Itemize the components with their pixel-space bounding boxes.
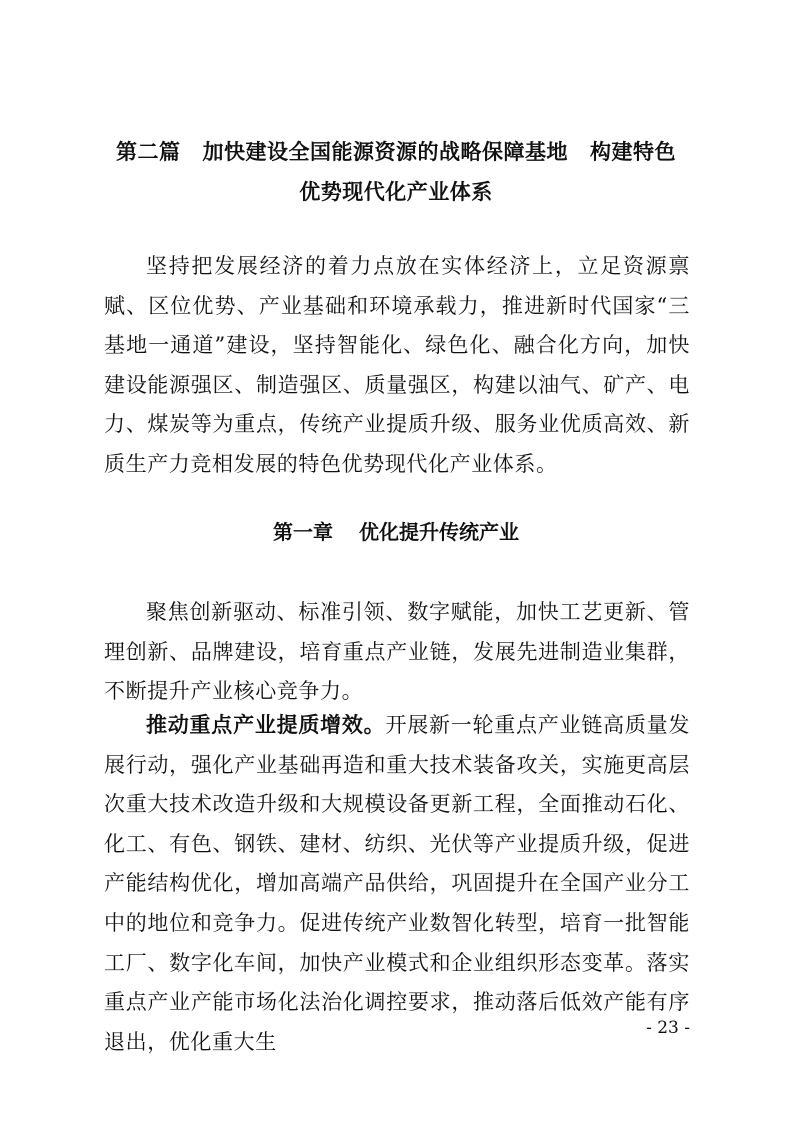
chapter-intro-paragraph: 聚焦创新驱动、标准引领、数字赋能，加快工艺更新、管理创新、品牌建设，培育重点产业链，发展先进制造业集群，不断提升产业核心竞争力。 — [104, 600, 690, 704]
part-title-line-2: 优势现代化产业体系 — [299, 180, 493, 204]
part-title-continued: 构建特色 — [590, 140, 676, 164]
intro-paragraph: 坚持把发展经济的着力点放在实体经济上，立足资源禀赋、区位优势、产业基础和环境承载力，推进新时代国家“三基地一通道”建设，坚持智能化、绿色化、融合化方向，加快建设能源强区、制造强区、质量强区，构建以油气、矿产、电力、煤炭等为重点，传统产业提质升级、服务业优质高效、新质生产力竞相发展的特色优势现代化产业体系。 — [104, 254, 690, 476]
part-title-line-1 — [96, 137, 696, 167]
part-number: 第二篇 — [116, 140, 181, 164]
section-lead-heading: 推动重点产业提质增效。 — [146, 713, 386, 737]
chapter-title: 优化提升传统产业 — [359, 520, 519, 544]
chapter-heading — [96, 517, 696, 547]
section-paragraph — [104, 706, 690, 1062]
page-number: - 23 - — [646, 1018, 690, 1038]
chapter-label: 第一章 — [273, 520, 333, 544]
section-body-text: 开展新一轮重点产业链高质量发展行动，强化产业基础再造和重大技术装备攻关，实施更高层次重大技术改造升级和大规模设备更新工程，全面推动石化、化工、有色、钢铁、建材、纺织、光伏等产业提质升级，促进产能结构优化，增加高端产品供给，巩固提升在全国产业分工中的地位和竞争力。促进传统产业数智化转型，培育一批智能工厂、数字化车间，加快产业模式和企业组织形态变革。落实重点产业产能市场化法治化调控要求，推动落后低效产能有序退出，优化重大生 — [104, 713, 690, 1054]
part-title-main: 加快建设全国能源资源的战略保障基地 — [202, 140, 568, 164]
